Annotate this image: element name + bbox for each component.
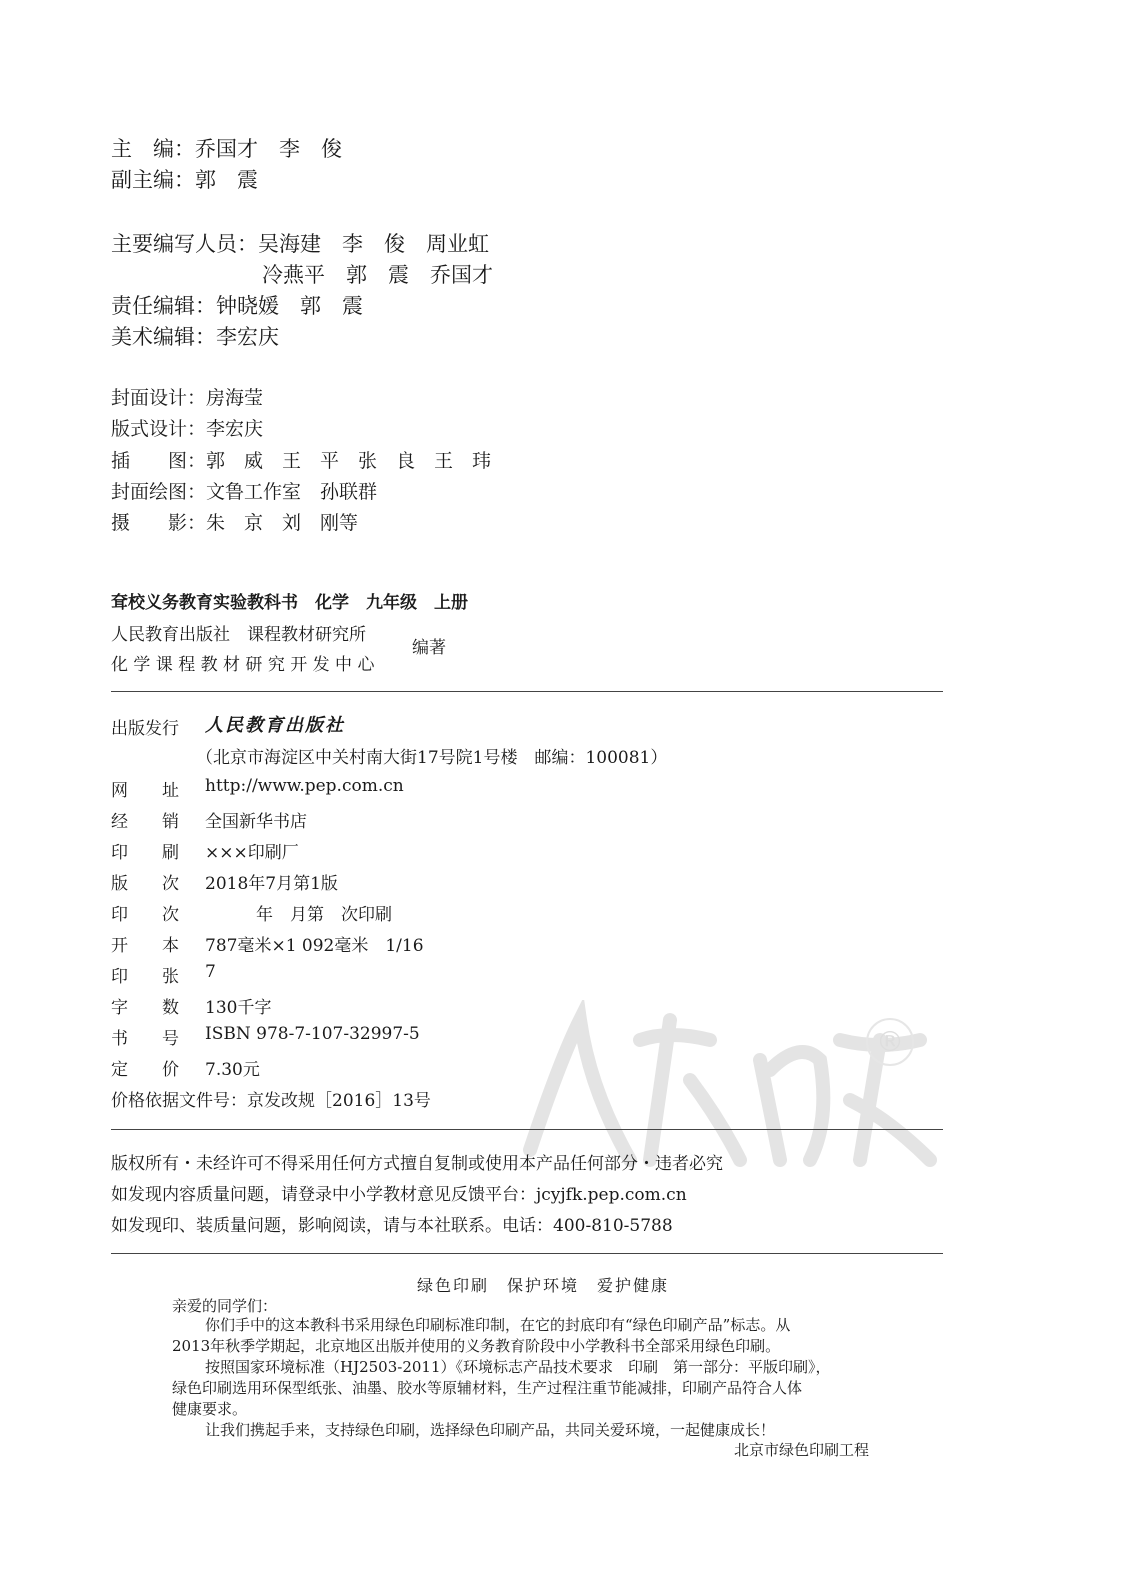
imprint-row-value: 787毫米×1 092毫米 1/16 [205,936,424,956]
compiled-label: 编著 [412,638,446,658]
imprint-row-value: 130千字 [205,998,272,1018]
main-writers-line1: 主要编写人员：吴海建 李 俊 周业虹 [111,232,489,256]
green-signature: 北京市绿色印刷工程 [734,1441,870,1459]
cover-painting-credit: 封面绘图：文鲁工作室 孙联群 [111,481,378,503]
imprint-row-label: 经 销 [111,812,179,832]
imprint-row-label: 定 价 [111,1060,179,1080]
divider-2 [111,1129,943,1130]
responsible-editor: 责任编辑：钟晓媛 郭 震 [111,294,363,318]
layout-design: 版式设计：李宏庆 [111,418,264,440]
book-title: 耷校义务教育实验教科书 化学 九年级 上册 [111,593,468,613]
green-p1-line2: 2013年秋季学期起，北京地区出版并使用的义务教育阶段中小学教科书全部采用绿色印刷。 [172,1337,781,1355]
art-editor: 美术编辑：李宏庆 [111,325,279,349]
imprint-row-value: ×××印刷厂 [205,843,299,863]
imprint-row-label: 印 张 [111,967,179,987]
imprint-row-value: 7 [205,962,216,982]
photography-credit: 摄 影：朱 京 刘 刚等 [111,512,359,534]
deputy-editor: 副主编：郭 震 [111,168,258,192]
imprint-row-value: http://www.pep.com.cn [205,776,404,796]
publish-label: 出版发行 [111,719,179,739]
content-quality-notice: 如发现内容质量问题，请登录中小学教材意见反馈平台：jcyjfk.pep.com.cn [111,1185,687,1205]
imprint-row-label: 印 次 [111,905,179,925]
price-basis: 价格依据文件号：京发改规［2016］13号 [111,1091,431,1111]
main-writers-line2: 冷燕平 郭 震 乔国才 [262,263,493,287]
green-p3: 让我们携起手来，支持绿色印刷，选择绿色印刷产品，共同关爱环境，一起健康成长！ [205,1421,776,1439]
imprint-row-label: 字 数 [111,998,179,1018]
publisher-address: （北京市海淀区中关村南大街17号院1号楼 邮编：100081） [196,748,668,768]
green-p2-line3: 健康要求。 [172,1400,248,1418]
imprint-row-value: 年 月第 次印刷 [205,905,392,925]
green-p1-line1: 你们手中的这本教科书采用绿色印刷标准印制，在它的封底印有“绿色印刷产品”标志。从 [205,1316,791,1334]
imprint-row-label: 印 刷 [111,843,179,863]
imprint-row-value: 全国新华书店 [205,812,307,832]
imprint-row-label: 网 址 [111,781,179,801]
green-p2-line2: 绿色印刷选用环保型纸张、油墨、胶水等原辅材料，生产过程注重节能减排，印刷产品符合人体 [172,1379,803,1397]
copyright-notice: 版权所有・未经许可不得采用任何方式擅自复制或使用本产品任何部分・违者必究 [111,1154,723,1174]
cover-design: 封面设计：房海莹 [111,387,264,409]
imprint-row-label: 开 本 [111,936,179,956]
divider-3 [111,1253,943,1254]
publisher-line1: 人民教育出版社 课程教材研究所 [111,625,366,645]
green-print-title: 绿色印刷 保护环境 爱护健康 [417,1276,670,1295]
chief-editor: 主 编：乔国才 李 俊 [111,137,342,161]
publisher-line2: 化 学 课 程 教 材 研 究 开 发 中 心 [111,655,375,675]
imprint-row-label: 书 号 [111,1029,179,1049]
print-quality-notice: 如发现印、装质量问题，影响阅读，请与本社联系。电话：400-810-5788 [111,1216,673,1236]
imprint-row-value: 2018年7月第1版 [205,874,338,894]
registered-mark: ® [866,1018,914,1066]
imprint-row-value: 7.30元 [205,1060,260,1080]
divider-1 [111,691,943,692]
publisher-logo: 人民教育出版社 [205,715,345,736]
green-greeting: 亲爱的同学们： [172,1297,278,1315]
imprint-row-label: 版 次 [111,874,179,894]
green-p2-line1: 按照国家环境标准（HJ2503-2011）《环境标志产品技术要求 印刷 第一部分：平版印刷》， [205,1358,831,1376]
imprint-row-value: ISBN 978-7-107-32997-5 [205,1024,420,1044]
illustration-credit: 插 图：郭 威 王 平 张 良 王 玮 [111,450,492,472]
